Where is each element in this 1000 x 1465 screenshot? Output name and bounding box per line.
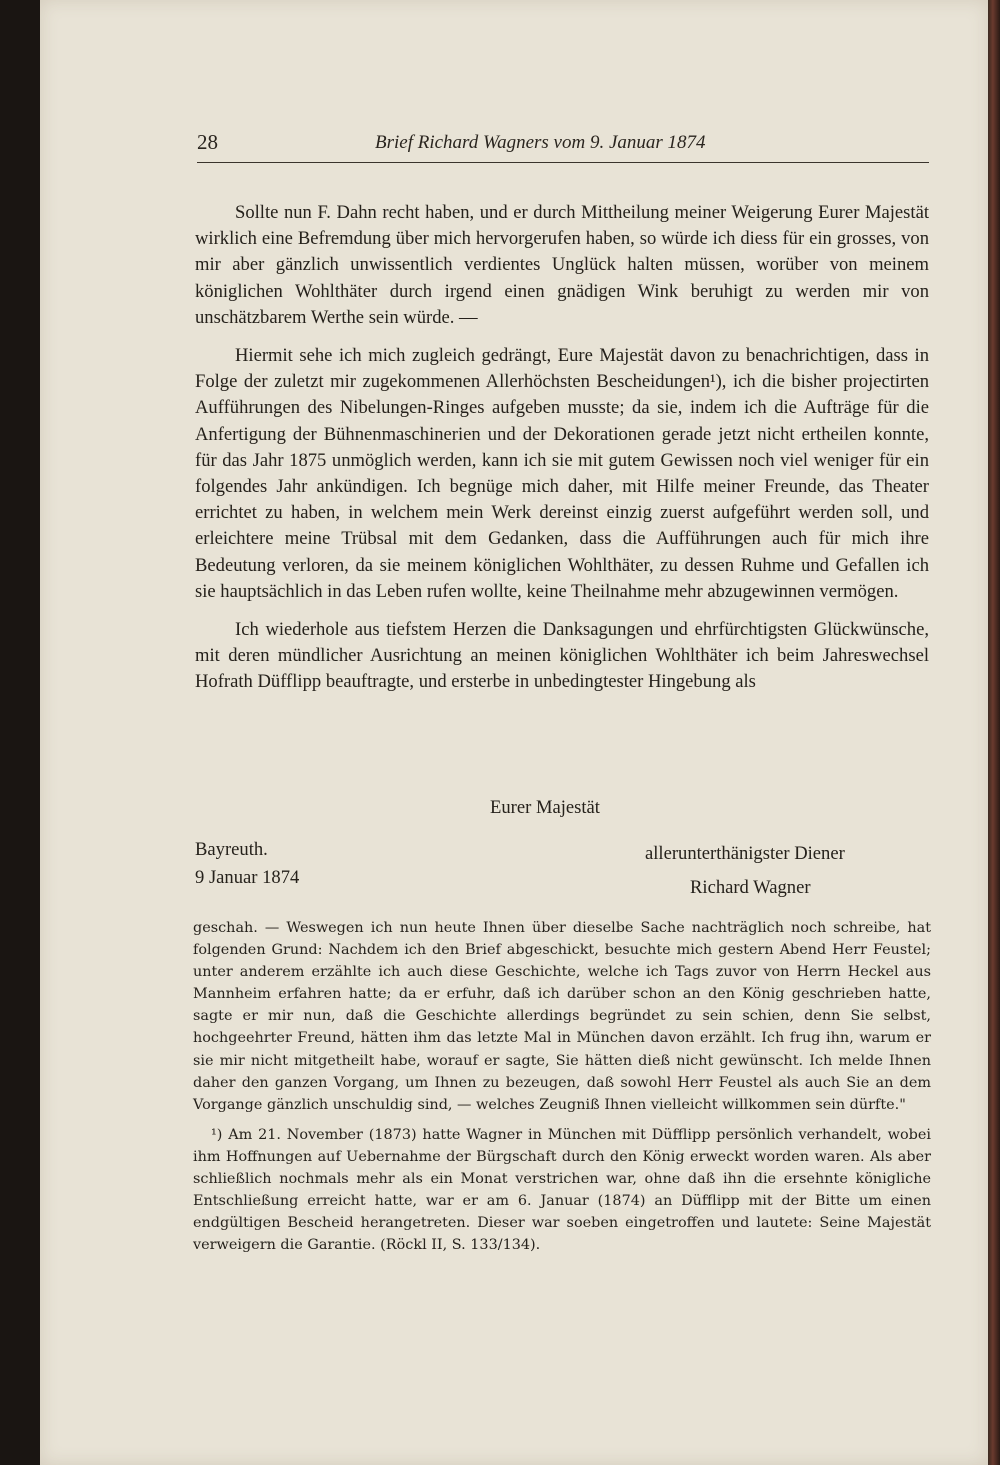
letter-date: 9 Januar 1874 <box>195 867 300 888</box>
letter-body <box>195 200 929 708</box>
salutation: Eurer Majestät <box>490 797 600 818</box>
letter-paragraph-3: Ich wiederhole aus tiefstem Herzen die Danksagungen und ehrfürchtigsten Glückwünsche, mit deren mündlicher Ausrichtung an meinen königlichen Wohlthäter ich beim Jahreswechsel Hofrath Düfflipp beauftragte, und ersterbe in unbedingtester Hingebung als <box>195 619 929 693</box>
book-edge <box>988 0 1000 1465</box>
signature: Richard Wagner <box>690 877 811 898</box>
running-head <box>197 130 929 163</box>
servant-line: allerunterthänigster Diener <box>645 843 845 864</box>
footnote-continuation: geschah. — Weswegen ich nun heute Ihnen über dieselbe Sache nachträglich noch schreibe, hat folgenden Grund: Nachdem ich den Brief abgeschickt, besuchte mich gestern Abend Herr Feustel; unter anderem erzählte ich auch diese Geschichte, welche ich Tags zuvor von Herrn Heckel aus Mannheim erfahren hatte; da er erfuhr, daß ich darüber schon an den König geschrieben hatte, sagte er mir nun, daß die Geschichte allerdings begründet zu sein schien, denn Sie selbst, hochgeehrter Freund, hätten ihm das letzte Mal in München davon erzählt. Ich frug ihn, warum er sie mir nicht mitgetheilt habe, worauf er sagte, Sie hätten dieß nicht gewünscht. Ich melde Ihnen daher den ganzen Vorgang, um Ihnen zu bezeugen, daß sowohl Herr Feustel als auch Sie an dem Vorgange gänzlich unschuldig sind, — welches Zeugniß Ihnen vielleicht willkommen sein dürfte." <box>193 920 931 1113</box>
footnotes <box>193 917 931 1264</box>
letter-paragraph-2: Hiermit sehe ich mich zugleich gedrängt, Eure Majestät davon zu benachrichtigen, dass in Folge der zuletzt mir zugekommenen Allerhöchsten Bescheidungen¹), ich die bisher projectirten Aufführungen des Nibelungen-Ringes aufgeben musste; da sie, indem ich die Aufträge für die Anfertigung der Bühnenmaschinerien und der Dekorationen gerade jetzt nicht ertheilen konnte, für das Jahr 1875 unmöglich werden, kann ich sie mit gutem Gewissen noch viel weniger für ein folgendes Jahr ankündigen. Ich begnüge mich daher, mit Hilfe meiner Freunde, das Theater errichtet zu haben, in welchem mein Werk dereinst einzig zuerst aufgeführt werden soll, und erleichtere meine Trübsal mit dem Gedanken, dass die Aufführungen auch für mich ihre Bedeutung verloren, da sie meinem königlichen Wohlthäter, zu dessen Ruhme und Gefallen ich sie hauptsächlich in das Leben rufen wollte, keine Theilnahme mehr abzugewinnen vermögen. <box>195 345 929 602</box>
footnote-1: ¹) Am 21. November (1873) hatte Wagner in München mit Düfflipp persönlich verhandelt, wobei ihm Hoffnungen auf Uebernahme der Bürgschaft durch den König erweckt worden waren. Als aber schließlich nochmals mehr als ein Monat verstrichen war, ohne daß ihn die ersehnte königliche Entschließung erreicht hatte, war er am 6. Januar (1874) an Düfflipp mit der Bitte um einen endgültigen Bescheid herangetreten. Dieser war soeben eingetroffen und lautete: Seine Majestät verweigern die Garantie. (Röckl II, S. 133/134). <box>193 1126 931 1254</box>
place: Bayreuth. <box>195 839 268 860</box>
running-title: Brief Richard Wagners vom 9. Januar 1874 <box>375 132 706 153</box>
page-number: 28 <box>197 130 218 154</box>
letter-paragraph-1: Sollte nun F. Dahn recht haben, und er durch Mittheilung meiner Weigerung Eurer Majestät wirklich eine Befremdung über mich hervorgerufen haben, so würde ich diess für ein grosses, von mir aber gänzlich unwissentlich verdientes Unglück halten müssen, worüber von meinem königlichen Wohlthäter durch irgend einen gnädigen Wink beruhigt zu werden mir von unschätzbarem Werthe sein würde. — <box>195 202 929 328</box>
